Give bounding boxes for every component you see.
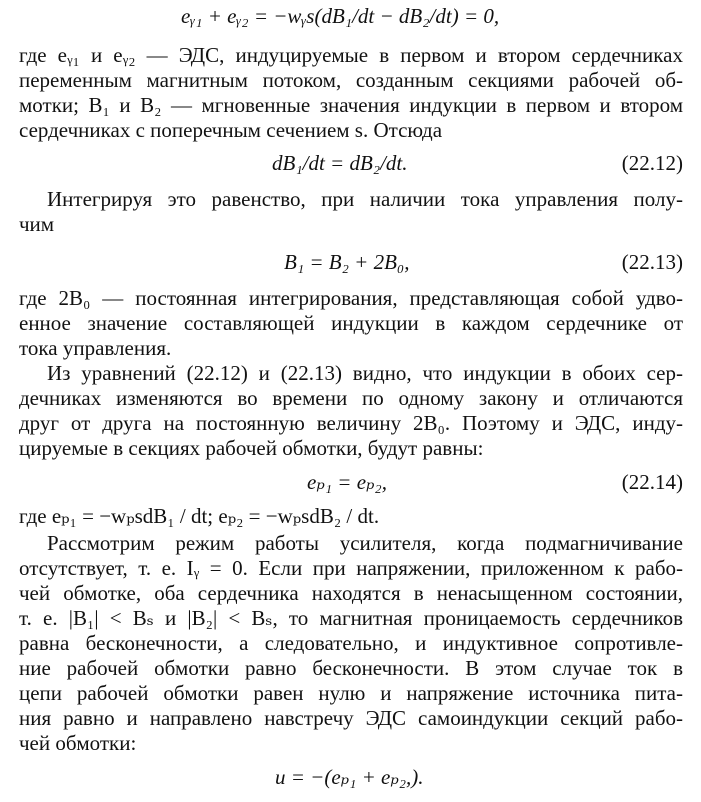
- equation-bottom: u = −(eₚ₁ + eₚ₂,).: [275, 765, 424, 789]
- paragraph-2-line-1: Интегрируя это равенство, при наличии тока управления полу-: [47, 187, 683, 211]
- paragraph-6-line-6: ние рабочей обмотки равно бесконечности. В этом случае ток в: [19, 656, 683, 680]
- paragraph-5-line-1: где eₚ₁ = −wₚsdB₁ / dt; eₚ₂ = −wₚsdB₂ / dt.: [19, 504, 380, 528]
- paragraph-1-line-1: где eᵧ₁ и eᵧ₂ — ЭДС, индуцируемые в первом и втором сердечниках: [19, 43, 683, 67]
- paragraph-3-line-3: тока управления.: [19, 336, 172, 360]
- paragraph-6-line-9: чей обмотки:: [19, 731, 137, 755]
- paragraph-4-line-4: цируемые в секциях рабочей обмотки, будут равны:: [19, 436, 484, 460]
- paragraph-1-line-4: сердечниках с поперечным сечением s. Отсюда: [19, 118, 443, 142]
- paragraph-3-line-1: где 2B₀ — постоянная интегрирования, представляющая собой удво-: [19, 286, 683, 310]
- paragraph-6-line-4: т. е. |B₁| < Bₛ и |B₂| < Bₛ, то магнитная проницаемость сердечников: [19, 606, 683, 630]
- paragraph-1-line-3: мотки; B₁ и B₂ — мгновенные значения индукции в первом и втором: [19, 93, 683, 117]
- paragraph-6-line-8: ния равно и направлено навстречу ЭДС самоиндукции секций рабо-: [19, 706, 683, 730]
- paragraph-4-line-2: дечниках изменяются во времени по одному закону и отличаются: [19, 386, 683, 410]
- paragraph-2-line-2: чим: [19, 212, 55, 236]
- paragraph-4-line-1: Из уравнений (22.12) и (22.13) видно, что индукции в обоих сер-: [47, 361, 683, 385]
- paragraph-6-line-1: Рассмотрим режим работы усилителя, когда подмагничивание: [47, 531, 683, 555]
- paragraph-1-line-2: переменным магнитным потоком, созданным секциями рабочей об-: [19, 68, 683, 92]
- equation-number-22-13: (22.13): [621, 250, 683, 274]
- equation-22-12: dB₁/dt = dB₂/dt.: [272, 151, 408, 175]
- equation-number-22-14: (22.14): [621, 470, 683, 494]
- paragraph-3-line-2: енное значение составляющей индукции в каждом сердечнике от: [19, 311, 683, 335]
- equation-number-22-12: (22.12): [621, 151, 683, 175]
- equation-22-14: eₚ₁ = eₚ₂,: [307, 470, 387, 494]
- paragraph-6-line-5: равна бесконечности, а следовательно, и индуктивное сопротивле-: [19, 631, 683, 655]
- equation-top: eᵧ₁ + eᵧ₂ = −wᵧs(dB₁/dt − dB₂/dt) = 0,: [181, 4, 500, 28]
- equation-22-13: B₁ = B₂ + 2B₀,: [284, 250, 410, 274]
- paragraph-6-line-2: отсутствует, т. е. Iᵧ = 0. Если при напряжении, приложенном к рабо-: [19, 556, 683, 580]
- paragraph-6-line-3: чей обмотке, оба сердечника находятся в ненасыщенном состоянии,: [19, 581, 683, 605]
- paragraph-4-line-3: друг от друга на постоянную величину 2B₀. Поэтому и ЭДС, инду-: [19, 411, 683, 435]
- paragraph-6-line-7: цепи рабочей обмотки равен нулю и напряжение источника пита-: [19, 681, 683, 705]
